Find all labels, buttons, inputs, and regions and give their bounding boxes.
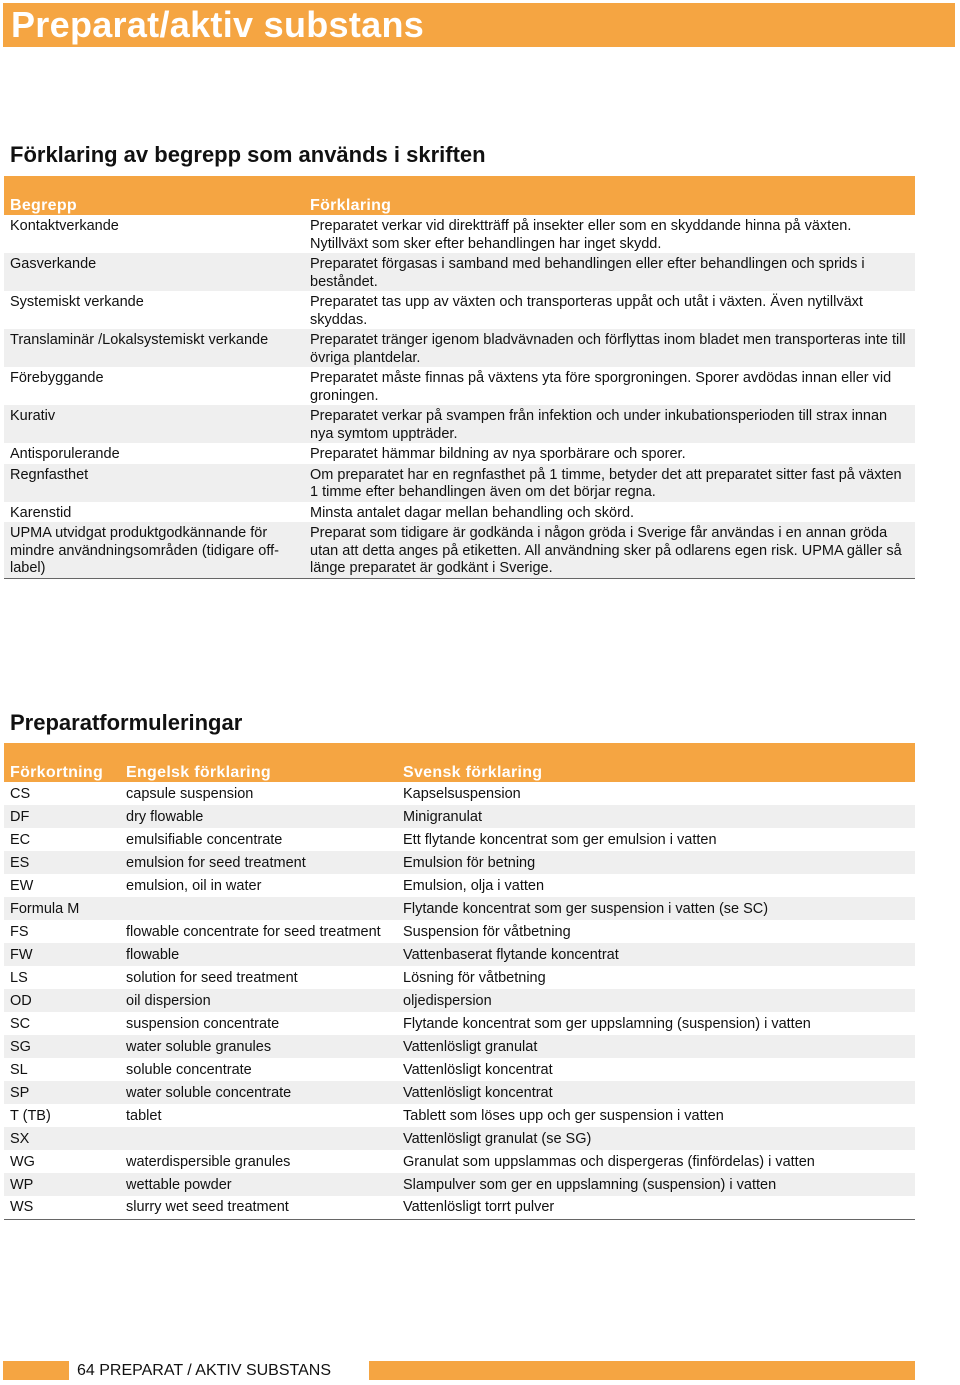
swedish-cell: Vattenlösligt koncentrat: [397, 1081, 915, 1104]
term-cell: Systemiskt verkande: [10, 294, 144, 310]
english-cell: water soluble concentrate: [120, 1081, 397, 1104]
formulations-table: [4, 743, 915, 1220]
english-cell: soluble concentrate: [126, 1061, 252, 1078]
explanation-cell: Preparatet verkar på svampen från infektion och under inkubationsperioden till strax innan nya symtom uppträder.: [304, 405, 915, 443]
table-row: [4, 943, 915, 966]
concepts-section-title: Förklaring av begrepp som används i skriften: [10, 142, 486, 167]
table-row: [4, 367, 915, 405]
concepts-table: [4, 176, 915, 579]
table-row: [4, 1127, 915, 1150]
swedish-cell: Slampulver som ger en uppslamning (suspension) i vatten: [397, 1173, 915, 1196]
table-row: [4, 253, 915, 291]
abbreviation-cell: WG: [10, 1153, 35, 1170]
table-row: [4, 1173, 915, 1196]
term-cell: Kontaktverkande: [10, 218, 119, 234]
swedish-cell: Vattenlösligt granulat: [397, 1035, 915, 1058]
swedish-cell: Flytande koncentrat som ger suspension i vatten (se SC): [397, 897, 915, 920]
swedish-cell: Tablett som löses upp och ger suspension i vatten: [403, 1107, 724, 1124]
table-row: [4, 805, 915, 828]
explanation-cell: Preparatet hämmar bildning av nya sporbärare och sporer.: [310, 446, 686, 462]
explanation-cell: Preparat som tidigare är godkända i någon gröda i Sverige får användas i en annan gröda utan att detta anges på etiketten. All användning sker på odlarens egen risk. UPMA gäller så länge preparatet är godkänt i Sverige.: [304, 522, 915, 578]
english-cell: solution for seed treatment: [126, 969, 298, 986]
table-row: [4, 522, 915, 578]
english-cell: flowable concentrate for seed treatment: [126, 923, 381, 940]
footer-band-left: [3, 1361, 69, 1380]
table-row: [4, 1150, 915, 1173]
swedish-cell: Kapselsuspension: [403, 785, 521, 802]
swedish-cell: Suspension för våtbetning: [403, 923, 571, 940]
swedish-cell: Ett flytande koncentrat som ger emulsion i vatten: [403, 831, 717, 848]
english-cell: emulsion, oil in water: [126, 877, 262, 894]
swedish-cell: Minigranulat: [397, 805, 915, 828]
table-row: [4, 874, 915, 897]
explanation-cell: Preparatet tränger igenom bladvävnaden och förflyttas inom bladet men transporteras inte till övriga plantdelar.: [304, 329, 915, 367]
term-cell: Gasverkande: [4, 253, 304, 291]
column-header-swedish: Svensk förklaring: [397, 743, 915, 782]
abbreviation-cell: FS: [10, 923, 29, 940]
table-row: [4, 1058, 915, 1081]
english-cell: oil dispersion: [120, 989, 397, 1012]
english-cell: suspension concentrate: [126, 1015, 280, 1032]
explanation-cell: Preparatet förgasas i samband med behandlingen eller efter behandlingen och sprids i beståndet.: [304, 253, 915, 291]
english-cell: wettable powder: [120, 1173, 397, 1196]
abbreviation-cell: OD: [4, 989, 120, 1012]
table-row: [4, 1035, 915, 1058]
table-row: [4, 1081, 915, 1104]
abbreviation-cell: SP: [4, 1081, 120, 1104]
explanation-cell: Om preparatet har en regnfasthet på 1 timme, betyder det att preparatet sitter fast på växten 1 timme efter behandlingen även om det börjar regna.: [304, 464, 915, 502]
term-cell: UPMA utvidgat produktgodkännande för mindre användningsområden (tidigare off-label): [4, 522, 304, 578]
explanation-cell: Preparatet tas upp av växten och transporteras uppåt och utåt i växten. Även nytillväxt skyddas.: [310, 294, 863, 328]
swedish-cell: Emulsion för betning: [397, 851, 915, 874]
table-row: [4, 405, 915, 443]
swedish-cell: Emulsion, olja i vatten: [403, 877, 545, 894]
english-cell: waterdispersible granules: [126, 1153, 291, 1170]
term-cell: Antisporulerande: [10, 446, 120, 462]
english-cell: tablet: [126, 1107, 162, 1124]
footer-page-label: 64 PREPARAT / AKTIV SUBSTANS: [77, 1362, 332, 1379]
abbreviation-cell: ES: [4, 851, 120, 874]
term-cell: Förebyggande: [10, 370, 104, 386]
abbreviation-cell: FW: [4, 943, 120, 966]
abbreviation-cell: Formula M: [4, 897, 120, 920]
abbreviation-cell: SC: [10, 1015, 31, 1032]
explanation-cell: Preparatet måste finnas på växtens yta före sporgroningen. Sporer avdödas innan eller vid groningen.: [310, 370, 892, 404]
abbreviation-cell: CS: [10, 785, 31, 802]
explanation-cell: Minsta antalet dagar mellan behandling och skörd.: [310, 504, 635, 521]
term-cell: Karenstid: [10, 504, 72, 521]
abbreviation-cell: EW: [10, 877, 34, 894]
swedish-cell: Vattenlösligt granulat (se SG): [397, 1127, 915, 1150]
column-header-abbreviation: Förkortning: [4, 743, 120, 782]
concepts-header-row: [4, 176, 915, 215]
abbreviation-cell: T (TB): [10, 1107, 51, 1124]
formulations-header-row: [4, 743, 915, 782]
swedish-cell: Lösning för våtbetning: [403, 969, 546, 986]
table-row: [4, 443, 915, 464]
english-cell: capsule suspension: [126, 785, 254, 802]
table-row: [4, 329, 915, 367]
table-row: [4, 502, 915, 523]
column-header-explanation: Förklaring: [304, 176, 915, 215]
abbreviation-cell: EC: [10, 831, 31, 848]
term-cell: Translaminär /Lokalsystemiskt verkande: [4, 329, 304, 367]
term-cell: Regnfasthet: [4, 464, 304, 502]
table-row: [4, 966, 915, 989]
table-row: [4, 1104, 915, 1127]
english-cell: water soluble granules: [120, 1035, 397, 1058]
table-row: [4, 291, 915, 329]
swedish-cell: Vattenbaserat flytande koncentrat: [397, 943, 915, 966]
table-row: [4, 215, 915, 253]
abbreviation-cell: LS: [10, 969, 28, 986]
table-row: [4, 989, 915, 1012]
swedish-cell: Vattenlösligt koncentrat: [403, 1061, 553, 1078]
abbreviation-cell: DF: [4, 805, 120, 828]
swedish-cell: Granulat som uppslammas och dispergeras (finfördelas) i vatten: [403, 1153, 815, 1170]
column-header-term: Begrepp: [4, 176, 304, 215]
table-row: [4, 897, 915, 920]
english-cell: flowable: [120, 943, 397, 966]
table-row: [4, 1012, 915, 1035]
column-header-english: Engelsk förklaring: [120, 743, 397, 782]
english-cell: dry flowable: [120, 805, 397, 828]
swedish-cell: Flytande koncentrat som ger uppslamning (suspension) i vatten: [403, 1015, 811, 1032]
table-row: [4, 464, 915, 502]
abbreviation-cell: WP: [4, 1173, 120, 1196]
table-row: [4, 851, 915, 874]
english-cell: emulsifiable concentrate: [126, 831, 283, 848]
table-row: [4, 782, 915, 805]
swedish-cell: Vattenlösligt torrt pulver: [397, 1196, 915, 1219]
formulations-section-title: Preparatformuleringar: [10, 710, 243, 735]
swedish-cell: oljedispersion: [397, 989, 915, 1012]
footer-band-right: [369, 1361, 915, 1380]
page-header-band: [3, 3, 955, 47]
english-cell: [120, 1127, 397, 1150]
abbreviation-cell: SL: [10, 1061, 28, 1078]
english-cell: [120, 897, 397, 920]
term-cell: Kurativ: [4, 405, 304, 443]
english-cell: emulsion for seed treatment: [120, 851, 397, 874]
table-row: [4, 920, 915, 943]
abbreviation-cell: SG: [4, 1035, 120, 1058]
explanation-cell: Preparatet verkar vid direktträff på insekter eller som en skyddande hinna på växten. Nytillväxt som sker efter behandlingen har inget skydd.: [310, 218, 852, 252]
english-cell: slurry wet seed treatment: [120, 1196, 397, 1219]
table-row: [4, 828, 915, 851]
abbreviation-cell: SX: [4, 1127, 120, 1150]
abbreviation-cell: WS: [4, 1196, 120, 1219]
table-row: [4, 1196, 915, 1219]
page-title: Preparat/aktiv substans: [11, 4, 425, 45]
